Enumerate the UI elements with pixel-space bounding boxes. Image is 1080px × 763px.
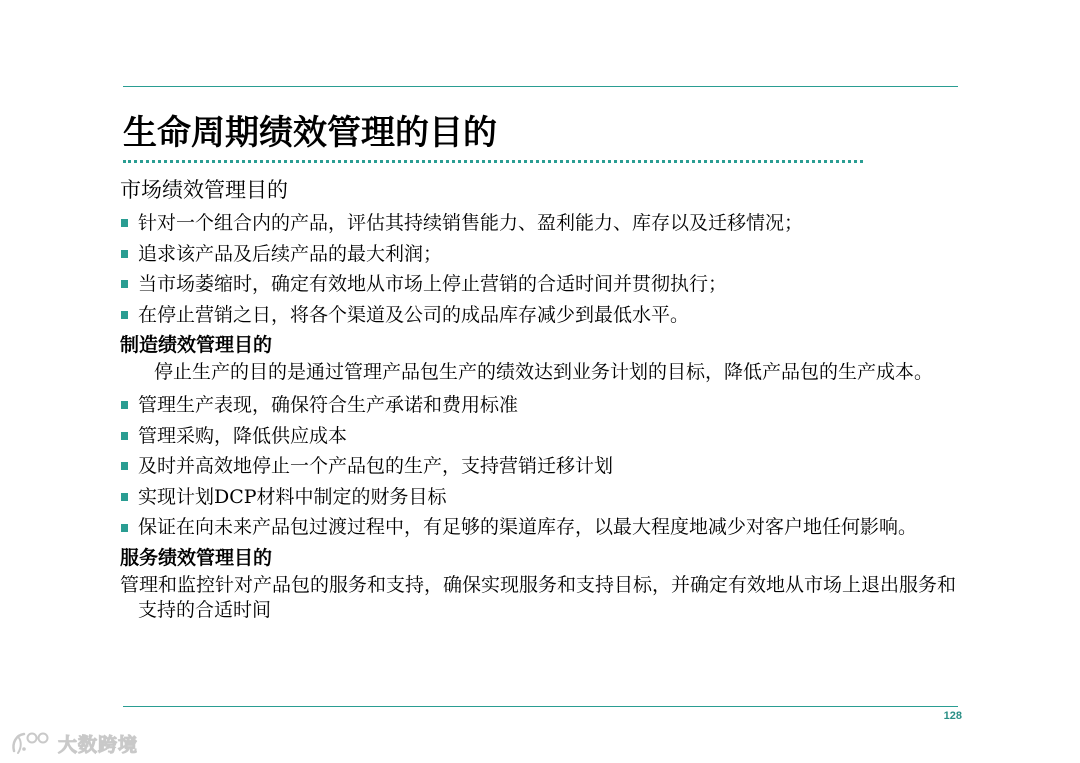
list-item-text: 管理生产表现，确保符合生产承诺和费用标准 xyxy=(138,394,519,416)
bullet-square-icon xyxy=(121,280,128,288)
top-rule xyxy=(123,86,958,87)
title-dotted-rule xyxy=(123,160,863,163)
list-item xyxy=(120,421,960,452)
bullet-square-icon xyxy=(121,401,128,409)
list-item xyxy=(120,390,960,421)
list-item xyxy=(120,451,960,482)
list-item xyxy=(120,482,960,513)
list-item-text: 保证在向未来产品包过渡过程中，有足够的渠道库存，以最大程度地减少对客户地任何影响。 xyxy=(138,516,918,538)
list-item xyxy=(120,239,960,270)
bottom-rule xyxy=(123,706,958,707)
list-item-text: 在停止营销之日，将各个渠道及公司的成品库存减少到最低水平。 xyxy=(138,303,690,326)
list-item-text: 管理采购，降低供应成本 xyxy=(138,424,348,447)
slide-content xyxy=(120,172,960,623)
market-bullet-list xyxy=(120,208,960,330)
bullet-square-icon xyxy=(121,219,128,227)
bullet-square-icon xyxy=(121,462,128,470)
list-item xyxy=(120,512,960,543)
list-item-text: 针对一个组合内的产品，评估其持续销售能力、盈利能力、库存以及迁移情况； xyxy=(138,212,804,234)
page-number: 128 xyxy=(943,710,962,722)
section-heading-market: 市场绩效管理目的 xyxy=(120,178,288,202)
list-item-text: 实现计划DCP材料中制定的财务目标 xyxy=(138,485,447,508)
manufacturing-intro: 停止生产的目的是通过管理产品包生产的绩效达到业务计划的目标，降低产品包的生产成本。 xyxy=(154,361,934,383)
section-heading-manufacturing: 制造绩效管理目的 xyxy=(120,334,273,356)
section-heading-service: 服务绩效管理目的 xyxy=(120,547,273,569)
list-item-text: 追求该产品及后续产品的最大利润； xyxy=(138,242,443,265)
service-text: 管理和监控针对产品包的服务和支持，确保实现服务和支持目标，并确定有效地从市场上退出服务和支持的合适时间 xyxy=(120,574,957,621)
bullet-square-icon xyxy=(121,493,128,501)
bullet-square-icon xyxy=(121,250,128,258)
bullet-square-icon xyxy=(121,432,128,440)
list-item xyxy=(120,269,960,300)
list-item-text: 当市场萎缩时，确定有效地从市场上停止营销的合适时间并贯彻执行； xyxy=(138,273,728,295)
bullet-square-icon xyxy=(121,524,128,532)
manufacturing-bullet-list xyxy=(120,390,960,543)
bullet-square-icon xyxy=(121,311,128,319)
watermark xyxy=(10,726,138,760)
watermark-logo-icon xyxy=(10,729,56,757)
slide-title: 生命周期绩效管理的目的 xyxy=(123,113,497,153)
list-item-text: 及时并高效地停止一个产品包的生产，支持营销迁移计划 xyxy=(138,455,614,477)
list-item xyxy=(120,208,960,239)
list-item xyxy=(120,300,960,331)
watermark-text: 大数跨境 xyxy=(58,733,139,756)
